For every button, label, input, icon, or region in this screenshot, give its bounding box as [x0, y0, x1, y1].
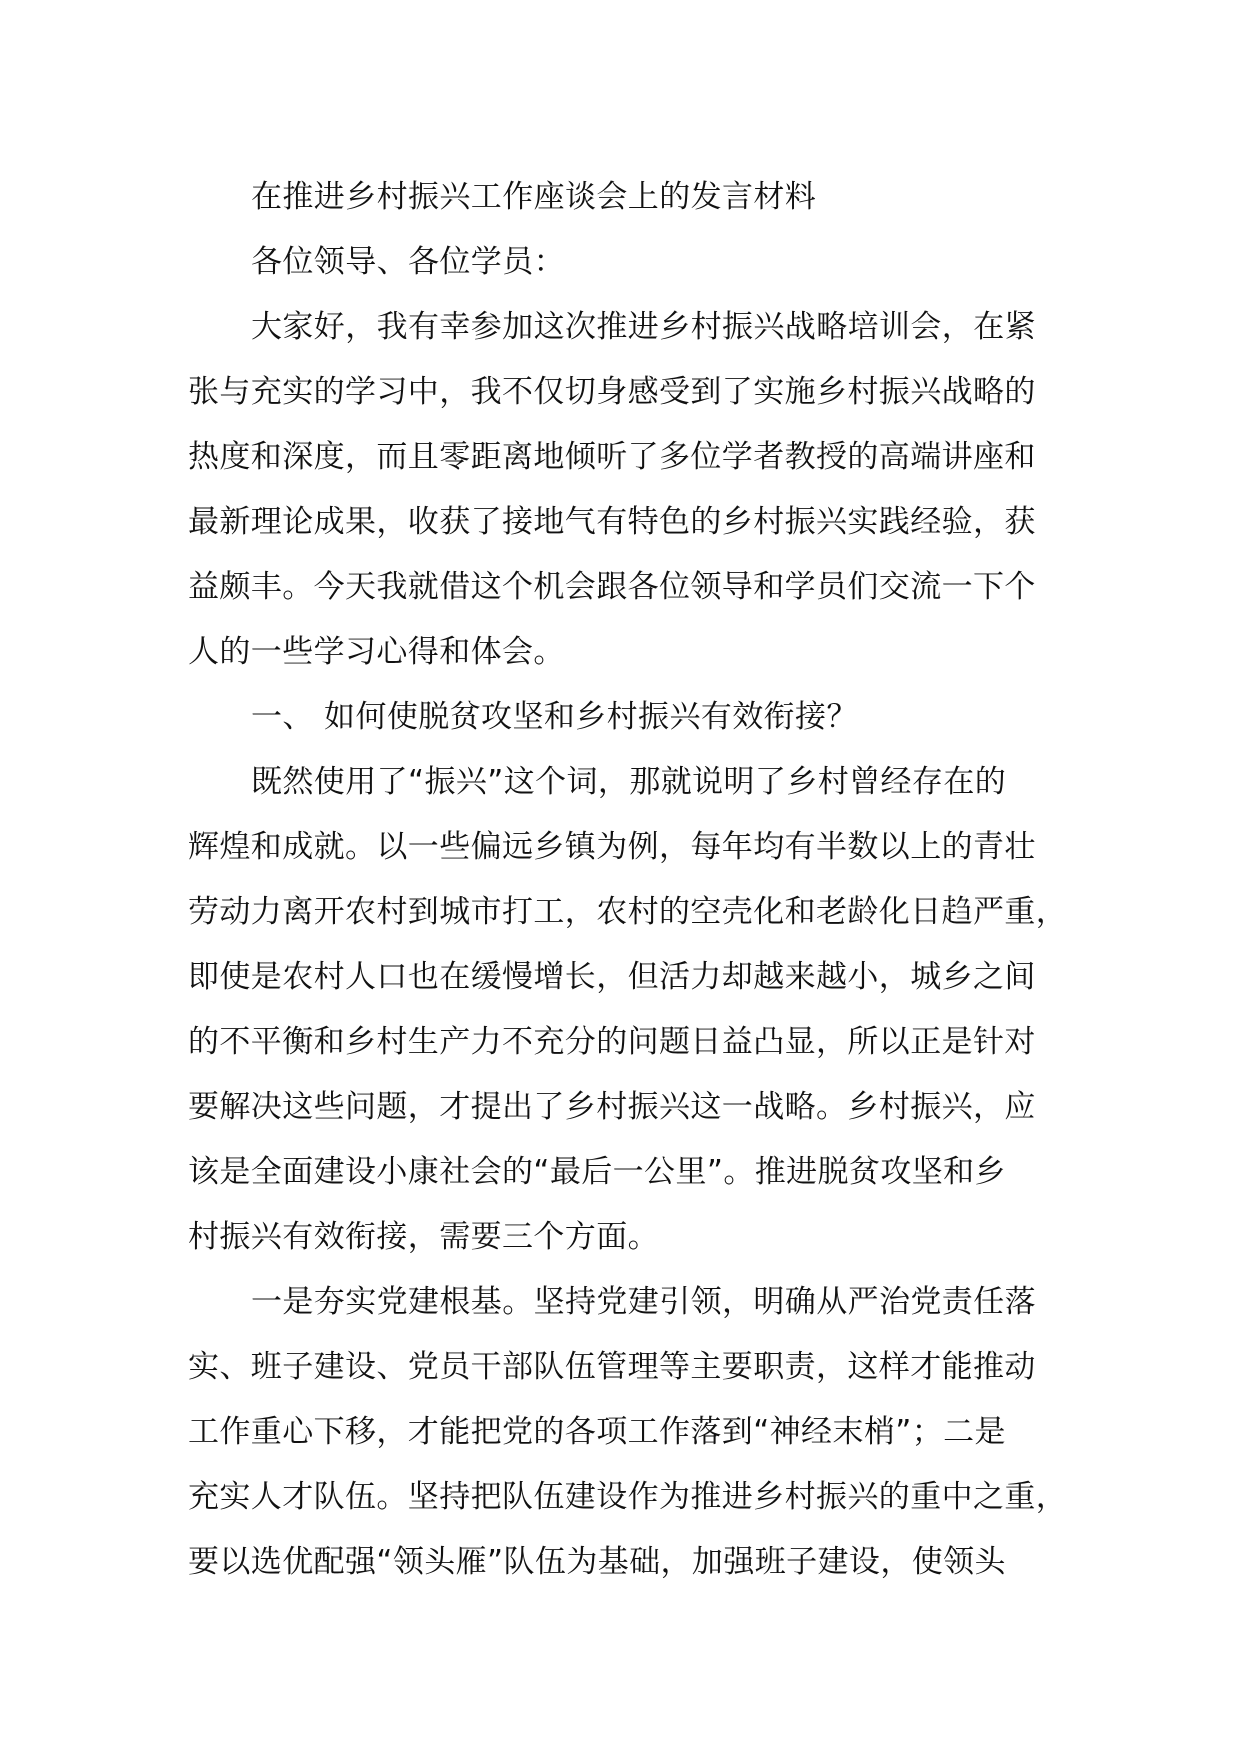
paragraph-line: 人的一些学习心得和体会。 [188, 634, 565, 670]
paragraph-line: 辉煌和成就。以一些偏远乡镇为例，每年均有半数以上的青壮 [188, 829, 1036, 865]
paragraph-line: 热度和深度，而且零距离地倾听了多位学者教授的高端讲座和 [188, 439, 1036, 475]
paragraph-line: 要以选优配强“领头雁”队伍为基础，加强班子建设，使领头 [188, 1544, 1006, 1580]
paragraph-line: 大家好，我有幸参加这次推进乡村振兴战略培训会，在紧 [251, 309, 1036, 345]
paragraph-line: 最新理论成果，收获了接地气有特色的乡村振兴实践经验，获 [188, 504, 1036, 540]
document-body [188, 165, 1088, 1595]
paragraph-line: 要解决这些问题，才提出了乡村振兴这一战略。乡村振兴，应 [188, 1089, 1036, 1125]
paragraph-line: 既然使用了“振兴”这个词，那就说明了乡村曾经存在的 [251, 764, 1007, 800]
paragraph-line: 益颇丰。今天我就借这个机会跟各位领导和学员们交流一下个 [188, 569, 1036, 605]
paragraph-analysis [188, 750, 1088, 1270]
document-title: 在推进乡村振兴工作座谈会上的发言材料 [251, 179, 817, 215]
paragraph-line: 充实人才队伍。坚持把队伍建设作为推进乡村振兴的重中之重， [188, 1479, 1068, 1515]
paragraph-line: 即使是农村人口也在缓慢增长，但活力却越来越小，城乡之间 [188, 959, 1036, 995]
paragraph-line: 工作重心下移，才能把党的各项工作落到“神经末梢”；二是 [188, 1414, 1006, 1450]
paragraph-line: 的不平衡和乡村生产力不充分的问题日益凸显，所以正是针对 [188, 1024, 1036, 1060]
paragraph-measures [188, 1270, 1088, 1595]
paragraph-line: 村振兴有效衔接，需要三个方面。 [188, 1219, 659, 1255]
paragraph-intro [188, 295, 1088, 685]
paragraph-line: 张与充实的学习中，我不仅切身感受到了实施乡村振兴战略的 [188, 374, 1036, 410]
paragraph-line: 实、班子建设、党员干部队伍管理等主要职责，这样才能推动 [188, 1349, 1036, 1385]
section-heading: 一、 如何使脱贫攻坚和乡村振兴有效衔接？ [251, 699, 858, 735]
paragraph-line: 一是夯实党建根基。坚持党建引领，明确从严治党责任落 [251, 1284, 1036, 1320]
paragraph-line: 该是全面建设小康社会的“最后一公里”。推进脱贫攻坚和乡 [188, 1154, 1006, 1190]
paragraph-line: 劳动力离开农村到城市打工，农村的空壳化和老龄化日趋严重， [188, 894, 1068, 930]
greeting: 各位领导、各位学员： [251, 244, 565, 280]
